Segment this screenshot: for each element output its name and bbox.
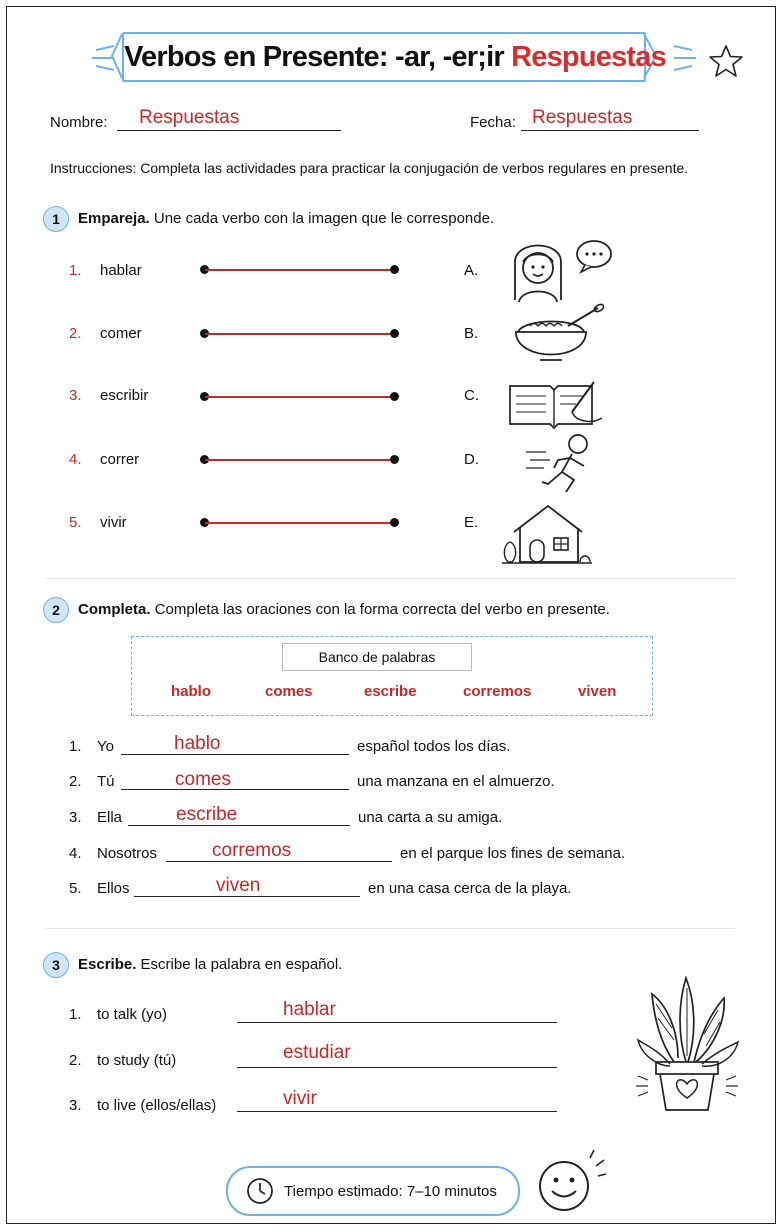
translation-prompt: to talk (yo)	[97, 1006, 168, 1023]
sentence-answer: comes	[175, 769, 231, 790]
sentence-subject: Nosotros	[97, 845, 158, 862]
sentence-number: 3.	[69, 809, 82, 826]
date-label: Fecha:	[470, 114, 516, 131]
estimated-time-text: Tiempo estimado: 7–10 minutos	[284, 1183, 497, 1200]
match-line	[205, 522, 395, 524]
section-3-bold: Escribe.	[78, 956, 137, 973]
translation-answer: hablar	[283, 999, 336, 1020]
match-line	[205, 333, 395, 335]
sentence-number: 2.	[69, 773, 82, 790]
potted-plant-icon	[634, 970, 744, 1120]
section-1-number: 1	[43, 206, 69, 232]
sentence-rest: en el parque los fines de semana.	[400, 845, 626, 862]
match-number: 5.	[69, 514, 82, 531]
match-letter: E.	[464, 514, 479, 531]
date-value: Respuestas	[532, 107, 633, 128]
match-verb: hablar	[100, 262, 142, 279]
writing-notebook-icon	[506, 378, 606, 430]
sentence-number: 4.	[69, 845, 82, 862]
match-dot-right[interactable]	[390, 455, 399, 464]
sentence-subject: Yo	[97, 738, 114, 755]
section-2-text: Completa las oraciones con la forma correcta del verbo en presente.	[150, 601, 610, 618]
house-icon	[500, 500, 594, 566]
name-value: Respuestas	[139, 107, 240, 128]
match-letter: C.	[464, 387, 479, 404]
name-label: Nombre:	[50, 114, 108, 131]
sentence-answer: escribe	[176, 804, 238, 825]
clock-icon	[246, 1177, 274, 1205]
section-1-text: Une cada verbo con la imagen que le corresponde.	[149, 210, 495, 227]
translation-number: 2.	[69, 1052, 82, 1069]
title-main: Verbos en Presente: -ar, -er;ir	[124, 41, 504, 73]
word-bank-item: viven	[578, 683, 617, 700]
word-bank-item: hablo	[171, 683, 211, 700]
word-bank-title: Banco de palabras	[282, 643, 472, 671]
translation-prompt: to study (tú)	[97, 1052, 177, 1069]
match-number: 2.	[69, 325, 82, 342]
word-bank	[131, 636, 653, 716]
word-bank-item: comes	[265, 683, 313, 700]
match-dot-right[interactable]	[390, 329, 399, 338]
sentence-rest: una carta a su amiga.	[358, 809, 503, 826]
match-dot-right[interactable]	[390, 265, 399, 274]
translation-prompt: to live (ellos/ellas)	[97, 1097, 217, 1114]
section-1-bold: Empareja.	[78, 210, 150, 227]
sentence-number: 1.	[69, 738, 82, 755]
section-2-bold: Completa.	[78, 601, 151, 618]
translation-number: 3.	[69, 1097, 82, 1114]
sentence-subject: Ella	[97, 809, 123, 826]
match-line	[205, 459, 395, 461]
sentence-answer: viven	[216, 875, 261, 896]
match-verb: correr	[100, 451, 140, 468]
match-line	[205, 396, 395, 398]
section-3-text: Escribe la palabra en español.	[136, 956, 343, 973]
translation-answer: estudiar	[283, 1042, 351, 1063]
sentence-blank[interactable]	[121, 731, 349, 755]
sentence-subject: Ellos	[97, 880, 130, 897]
section-divider	[45, 928, 735, 929]
match-dot-right[interactable]	[390, 518, 399, 527]
food-bowl-icon	[510, 302, 606, 372]
match-number: 3.	[69, 387, 82, 404]
match-verb: vivir	[100, 514, 127, 531]
translation-number: 1.	[69, 1006, 82, 1023]
estimated-time-badge	[226, 1166, 520, 1216]
sentence-number: 5.	[69, 880, 82, 897]
match-letter: D.	[464, 451, 479, 468]
sentence-subject: Tú	[97, 773, 115, 790]
girl-speaking-icon	[505, 232, 615, 304]
match-number: 1.	[69, 262, 82, 279]
star-icon	[708, 44, 744, 78]
section-2-heading	[78, 601, 610, 618]
title-answers: Respuestas	[511, 41, 666, 73]
page-title	[90, 41, 700, 74]
section-1-heading	[78, 210, 494, 227]
word-bank-item: corremos	[463, 683, 532, 700]
section-divider	[45, 578, 735, 579]
sentence-blank[interactable]	[128, 802, 350, 826]
match-number: 4.	[69, 451, 82, 468]
section-3-heading	[78, 956, 342, 973]
match-letter: B.	[464, 325, 479, 342]
match-letter: A.	[464, 262, 479, 279]
instructions: Instrucciones: Completa las actividades para practicar la conjugación de verbos regulares en presente.	[50, 160, 689, 176]
translation-answer: vivir	[283, 1088, 317, 1109]
sentence-blank[interactable]	[121, 766, 349, 790]
word-bank-item: escribe	[364, 683, 417, 700]
sentence-rest: en una casa cerca de la playa.	[368, 880, 572, 897]
match-verb: comer	[100, 325, 142, 342]
sentence-answer: corremos	[212, 840, 292, 861]
match-line	[205, 269, 395, 271]
sentence-answer: hablo	[174, 733, 221, 754]
sentence-rest: español todos los días.	[357, 738, 511, 755]
section-2-number: 2	[43, 597, 69, 623]
section-3-number: 3	[43, 952, 69, 978]
match-dot-right[interactable]	[390, 392, 399, 401]
running-boy-icon	[524, 432, 596, 496]
smiley-face-icon	[534, 1146, 610, 1216]
match-verb: escribir	[100, 387, 149, 404]
title-banner	[90, 28, 700, 84]
sentence-rest: una manzana en el almuerzo.	[357, 773, 555, 790]
